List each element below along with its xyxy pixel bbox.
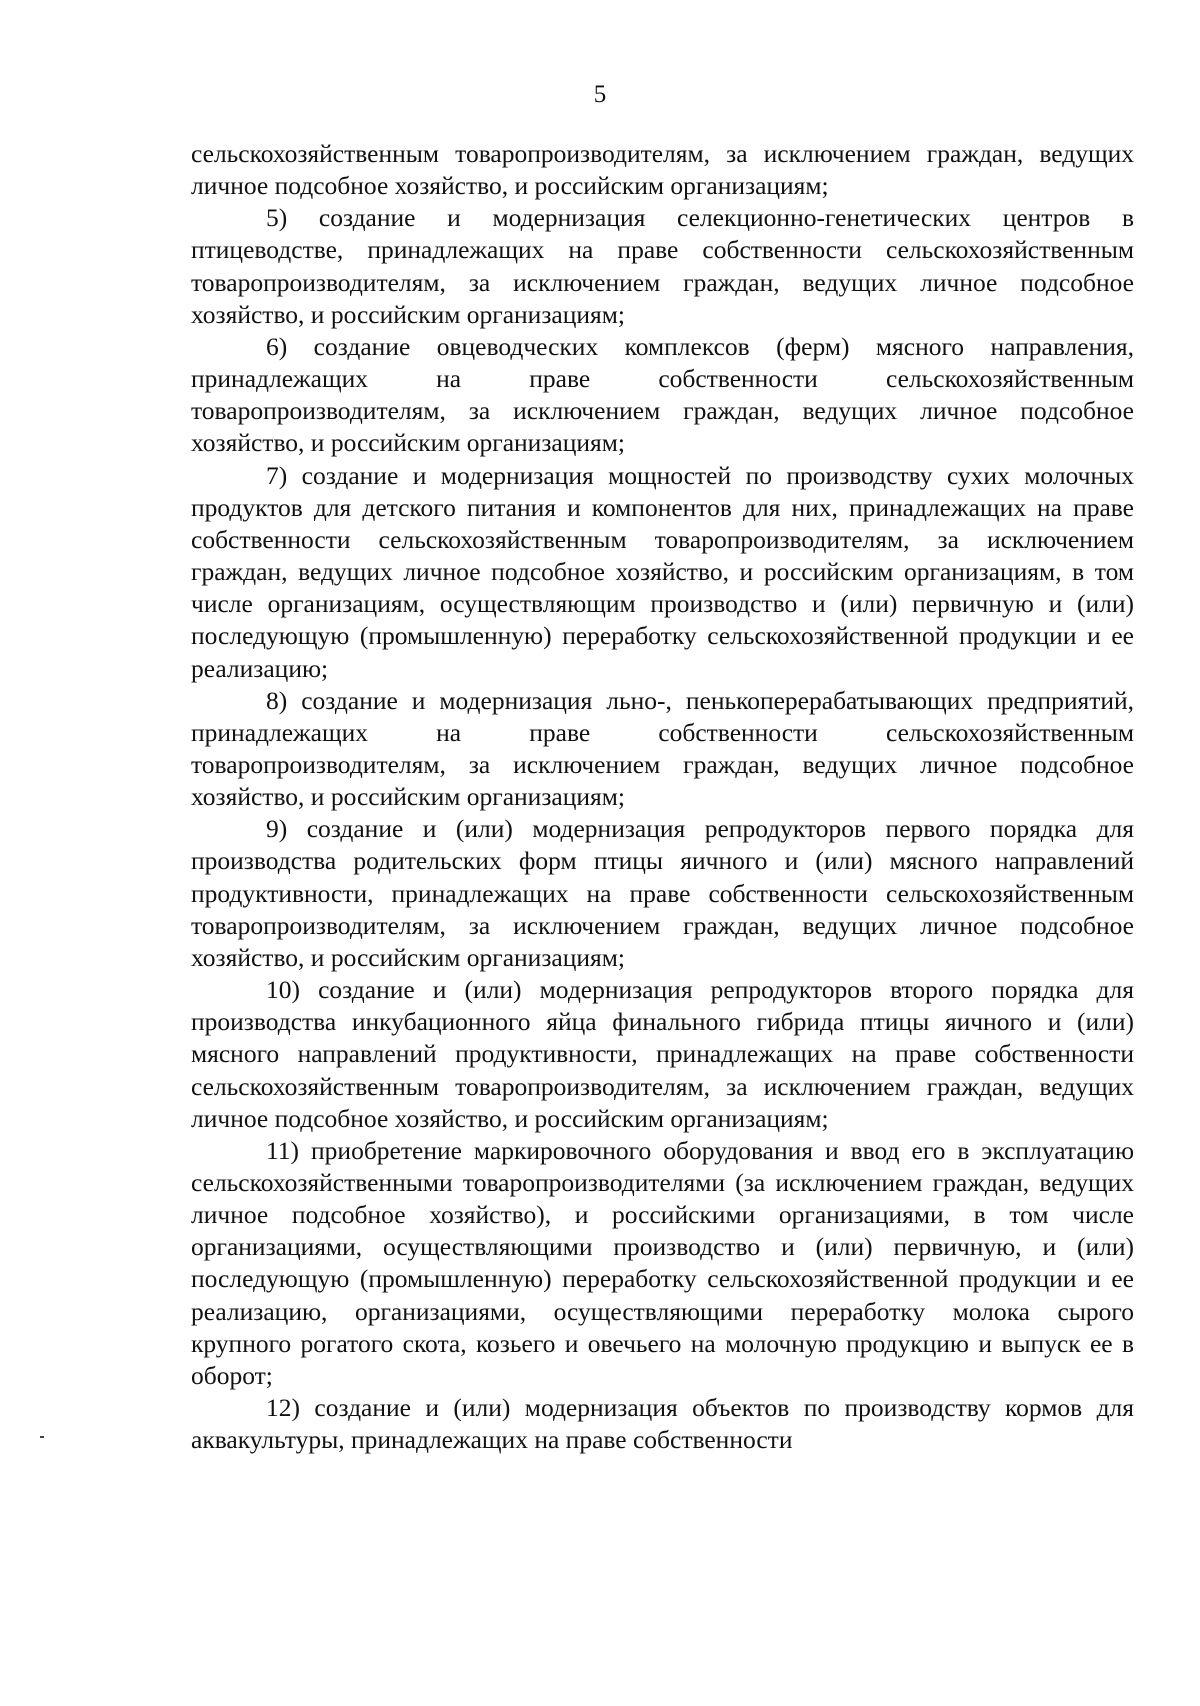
paragraph-continuation: сельскохозяйственным товаропроизводителям, за исключением граждан, ведущих личное подсобное хозяйство, и российским организациям; bbox=[191, 139, 1134, 201]
paragraph-item-11: 11) приобретение маркировочного оборудования и ввод его в эксплуатацию сельскохозяйственными товаропроизводителями (за исключением граждан, ведущих личное подсобное хозяйство), и российскими организациями, в том числе организациями, осуществляющими производство и (или) первичную, и (или) последующую (промышленную) переработку сельскохозяйственной продукции и ее реализацию, организациями, осуществляющими переработку молока сырого крупного рогатого скота, козьего и овечьего на молочную продукцию и выпуск ее в оборот; bbox=[191, 1135, 1134, 1390]
paragraph-item-6: 6) создание овцеводческих комплексов (ферм) мясного направления, принадлежащих на праве собственности сельскохозяйственным товаропроизводителям, за исключением граждан, ведущих личное подсобное хозяйство, и российским организациям; bbox=[191, 331, 1134, 458]
document-body bbox=[191, 138, 1134, 1456]
paragraph-item-12: 12) создание и (или) модернизация объектов по производству кормов для аквакультуры, принадлежащих на праве собственности bbox=[191, 1393, 1134, 1455]
paragraph-item-7: 7) создание и модернизация мощностей по производству сухих молочных продуктов для детского питания и компонентов для них, принадлежащих на праве собственности сельскохозяйственным товаропроизводителям, за исключением граждан, ведущих личное подсобное хозяйство, и российским организациям, в том числе организациям, осуществляющим производство и (или) первичную и (или) последующую (промышленную) переработку сельскохозяйственной продукции и ее реализацию; bbox=[191, 460, 1134, 683]
paragraph-item-5: 5) создание и модернизация селекционно-генетических центров в птицеводстве, принадлежащих на праве собственности сельскохозяйственным товаропроизводителям, за исключением граждан, ведущих личное подсобное хозяйство, и российским организациям; bbox=[191, 203, 1134, 329]
paragraph-item-8: 8) создание и модернизация льно-, пенькоперерабатывающих предприятий, принадлежащих на праве собственности сельскохозяйственным товаропроизводителям, за исключением граждан, ведущих личное подсобное хозяйство, и российским организациям; bbox=[191, 685, 1134, 812]
paragraph-item-10: 10) создание и (или) модернизация репродукторов второго порядка для производства инкубационного яйца финального гибрида птицы яичного и (или) мясного направлений продуктивности, принадлежащих на праве собственности сельскохозяйственным товаропроизводителям, за исключением граждан, ведущих личное подсобное хозяйство, и российским организациям; bbox=[191, 975, 1134, 1133]
paragraph-item-9: 9) создание и (или) модернизация репродукторов первого порядка для производства родительских форм птицы яичного и (или) мясного направлений продуктивности, принадлежащих на праве собственности сельскохозяйственным товаропроизводителям, за исключением граждан, ведущих личное подсобное хозяйство, и российским организациям; bbox=[191, 814, 1134, 972]
scan-margin-mark bbox=[40, 1436, 44, 1438]
page-number: 5 bbox=[593, 81, 607, 108]
